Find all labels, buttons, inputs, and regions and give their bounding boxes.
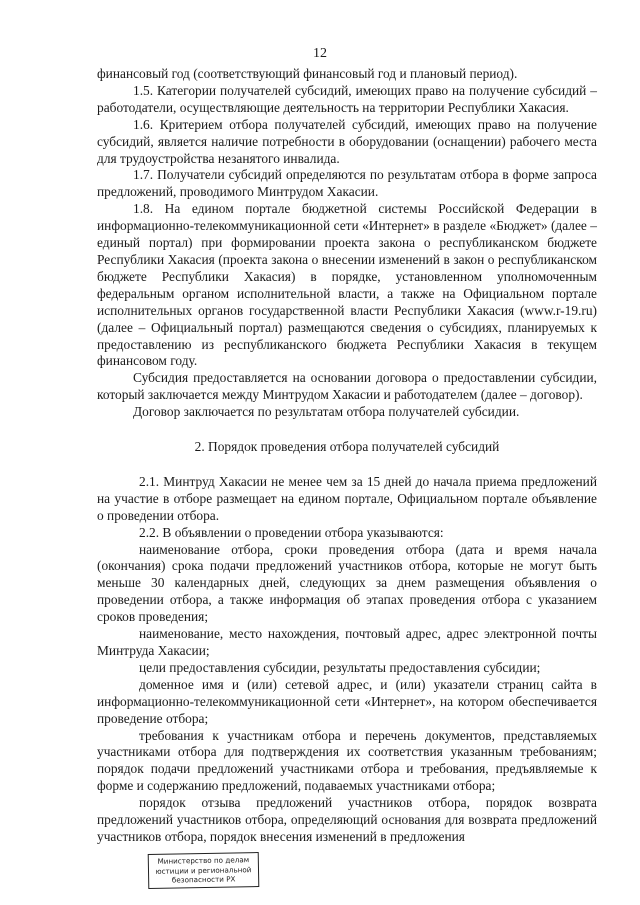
paragraph-continuation: финансовый год (соответствующий финансовый год и плановый период).	[97, 66, 518, 81]
stamp-line: Министерство по делам	[157, 855, 250, 866]
paragraph-1-5: 1.5. Категории получателей субсидий, имеющих право на получение субсидий – работодатели, осуществляющие деятельность на территории Республики Хакасия.	[97, 82, 597, 115]
stamp-line: безопасности РХ	[171, 874, 236, 885]
stamp-line: юстиции и региональной	[155, 864, 252, 876]
section-2-heading: 2. Порядок проведения отбора получателей субсидий	[194, 439, 500, 455]
paragraph-2-2: 2.2. В объявлении о проведении отбора указываются:	[139, 524, 444, 540]
ministry-stamp	[148, 852, 260, 888]
paragraph-subsidy-agreement: Субсидия предоставляется на основании договора о предоставлении субсидии, который заключается между Минтрудом Хакасии и работодателем (далее – договор).	[97, 370, 597, 403]
paragraph-1-7: 1.7. Получатели субсидий определяются по результатам отбора в форме запроса предложений, проводимого Минтрудом Хакасии.	[97, 167, 597, 200]
list-item-participant-requirements: требования к участникам отбора и перечень документов, представляемых участниками отбора для подтверждения их соответствия указанным требованиям; порядок подачи предложений участниками отбора и требования, предъявляемые к форме и содержанию предложений, подаваемых участниками отбора;	[97, 727, 597, 794]
list-item-domain-name: доменное имя и (или) сетевой адрес, и (или) указатели страниц сайта в информационно-телекоммуникационной сети «Интернет», на котором обеспечивается проведение отбора;	[97, 676, 597, 726]
list-item-withdrawal-procedure: порядок отзыва предложений участников отбора, порядок возврата предложений участников отбора, определяющий основания для возврата предложений участников отбора, порядок внесения изменений в предложения	[97, 795, 597, 844]
paragraph-2-1: 2.1. Минтруд Хакасии не менее чем за 15 дней до начала приема предложений на участие в отборе размещает на едином портале, Официальном портале объявление о проведении отбора.	[97, 473, 597, 523]
paragraph-agreement-conclusion: Договор заключается по результатам отбора получателей субсидии.	[133, 404, 520, 420]
list-item-ministry-address: наименование, место нахождения, почтовый адрес, адрес электронной почты Минтруда Хакасии;	[97, 626, 597, 658]
page-number: 12	[313, 46, 327, 61]
list-item-subsidy-goals: цели предоставления субсидии, результаты предоставления субсидии;	[139, 659, 541, 675]
paragraph-1-6: 1.6. Критерием отбора получателей субсидий, имеющих право на получение субсидий, является наличие потребности в оборудовании (оснащении) рабочего места для трудоустройства незанятого инвалида.	[97, 116, 597, 166]
list-item-selection-name: наименование отбора, сроки проведения отбора (дата и время начала (окончания) срока подачи предложений участников отбора, которые не могут быть меньше 30 календарных дней, следующих за днем размещения объявления о проведении отбора, а также информация об этапах проведения отбора с указанием сроков проведения;	[97, 541, 597, 625]
paragraph-1-8: 1.8. На едином портале бюджетной системы Российской Федерации в информационно-телекоммуникационной сети «Интернет» в разделе «Бюджет» (далее – единый портал) при формировании проекта закона о республиканском бюджете Республики Хакасия (проекта закона о внесении изменений в закон о республиканском бюджете Республики Хакасия) в порядке, установленном уполномоченным федеральным органом исполнительной власти, а также на Официальном портале исполнительных органов государственной власти Республики Хакасия (www.r-19.ru) (далее – Официальный портал) размещаются сведения о субсидиях, планируемых к предоставлению из республиканского бюджета Республики Хакасия в текущем финансовом году.	[97, 201, 597, 369]
document-body	[97, 66, 597, 846]
